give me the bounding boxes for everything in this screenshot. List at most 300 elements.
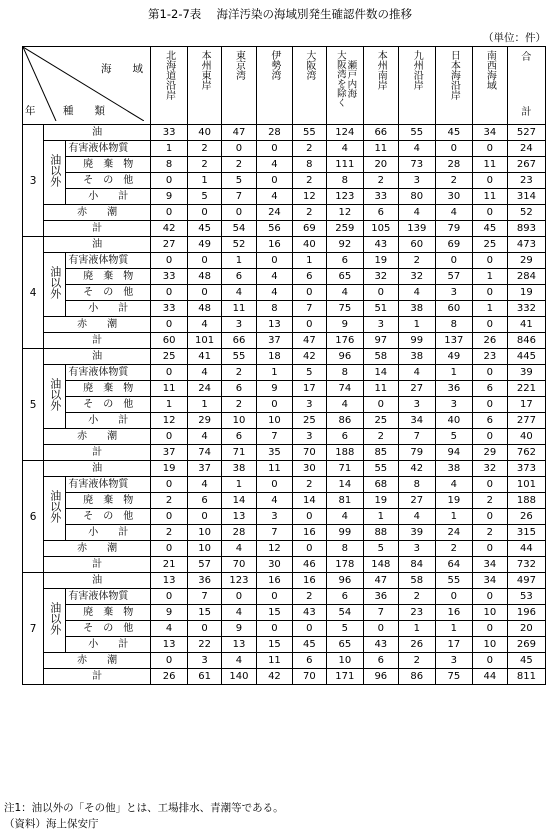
value-cell: 12 bbox=[326, 205, 363, 221]
value-cell: 9 bbox=[151, 605, 188, 621]
value-cell: 4 bbox=[326, 509, 363, 525]
table-row bbox=[23, 557, 546, 573]
kind-label: 種 類 bbox=[63, 105, 105, 117]
row-label-total: 計 bbox=[44, 333, 151, 349]
value-cell: 51 bbox=[363, 301, 398, 317]
total-cell: 45 bbox=[507, 653, 545, 669]
value-cell: 1 bbox=[188, 173, 222, 189]
value-cell: 30 bbox=[256, 557, 292, 573]
column-header-total: 合 計 bbox=[507, 47, 545, 125]
value-cell: 7 bbox=[256, 525, 292, 541]
value-cell: 0 bbox=[472, 429, 507, 445]
value-cell: 46 bbox=[292, 557, 326, 573]
table-row bbox=[23, 589, 546, 605]
value-cell: 12 bbox=[151, 413, 188, 429]
value-cell: 10 bbox=[472, 637, 507, 653]
value-cell: 3 bbox=[435, 397, 472, 413]
value-cell: 0 bbox=[151, 317, 188, 333]
value-cell: 4 bbox=[256, 285, 292, 301]
value-cell: 45 bbox=[292, 637, 326, 653]
row-label-subtotal: 小 計 bbox=[66, 189, 151, 205]
table-row bbox=[23, 317, 546, 333]
value-cell: 0 bbox=[256, 173, 292, 189]
column-header: 九州沿岸 bbox=[398, 47, 435, 125]
value-cell: 33 bbox=[363, 189, 398, 205]
value-cell: 74 bbox=[326, 381, 363, 397]
value-cell: 6 bbox=[222, 429, 257, 445]
value-cell: 37 bbox=[151, 445, 188, 461]
value-cell: 24 bbox=[256, 205, 292, 221]
total-cell: 373 bbox=[507, 461, 545, 477]
value-cell: 11 bbox=[256, 653, 292, 669]
row-label-non-oil: 油以外 bbox=[44, 253, 66, 317]
row-label-red-tide: 赤 潮 bbox=[44, 541, 151, 557]
value-cell: 5 bbox=[435, 429, 472, 445]
value-cell: 12 bbox=[256, 541, 292, 557]
value-cell: 0 bbox=[151, 541, 188, 557]
value-cell: 8 bbox=[256, 301, 292, 317]
value-cell: 13 bbox=[151, 573, 188, 589]
value-cell: 34 bbox=[472, 557, 507, 573]
table-row bbox=[23, 413, 546, 429]
value-cell: 9 bbox=[151, 189, 188, 205]
total-cell: 20 bbox=[507, 621, 545, 637]
value-cell: 0 bbox=[188, 253, 222, 269]
value-cell: 30 bbox=[435, 189, 472, 205]
row-label-oil: 油 bbox=[44, 573, 151, 589]
value-cell: 4 bbox=[435, 477, 472, 493]
total-cell: 445 bbox=[507, 349, 545, 365]
value-cell: 70 bbox=[292, 669, 326, 685]
table-row bbox=[23, 253, 546, 269]
value-cell: 45 bbox=[435, 125, 472, 141]
column-header: 伊勢湾 bbox=[256, 47, 292, 125]
row-label-non-oil: 油以外 bbox=[44, 365, 66, 429]
value-cell: 55 bbox=[435, 573, 472, 589]
value-cell: 55 bbox=[292, 125, 326, 141]
column-header: 日本海沿岸 bbox=[435, 47, 472, 125]
value-cell: 123 bbox=[222, 573, 257, 589]
total-cell: 26 bbox=[507, 509, 545, 525]
total-cell: 473 bbox=[507, 237, 545, 253]
value-cell: 32 bbox=[363, 269, 398, 285]
value-cell: 2 bbox=[363, 429, 398, 445]
table-row bbox=[23, 637, 546, 653]
value-cell: 25 bbox=[472, 237, 507, 253]
table-row bbox=[23, 605, 546, 621]
total-cell: 284 bbox=[507, 269, 545, 285]
table-row bbox=[23, 621, 546, 637]
value-cell: 34 bbox=[398, 413, 435, 429]
value-cell: 148 bbox=[363, 557, 398, 573]
value-cell: 3 bbox=[435, 653, 472, 669]
value-cell: 2 bbox=[292, 173, 326, 189]
value-cell: 10 bbox=[256, 413, 292, 429]
value-cell: 25 bbox=[363, 413, 398, 429]
value-cell: 9 bbox=[256, 381, 292, 397]
value-cell: 47 bbox=[363, 573, 398, 589]
value-cell: 2 bbox=[151, 525, 188, 541]
value-cell: 39 bbox=[398, 525, 435, 541]
total-cell: 24 bbox=[507, 141, 545, 157]
value-cell: 81 bbox=[326, 493, 363, 509]
value-cell: 101 bbox=[188, 333, 222, 349]
value-cell: 8 bbox=[398, 477, 435, 493]
value-cell: 4 bbox=[222, 541, 257, 557]
value-cell: 75 bbox=[326, 301, 363, 317]
row-label-red-tide: 赤 潮 bbox=[44, 429, 151, 445]
value-cell: 4 bbox=[188, 477, 222, 493]
value-cell: 0 bbox=[472, 397, 507, 413]
table-row bbox=[23, 237, 546, 253]
value-cell: 48 bbox=[188, 301, 222, 317]
value-cell: 2 bbox=[292, 477, 326, 493]
row-label-red-tide: 赤 潮 bbox=[44, 653, 151, 669]
value-cell: 23 bbox=[472, 349, 507, 365]
value-cell: 1 bbox=[256, 365, 292, 381]
total-cell: 40 bbox=[507, 429, 545, 445]
value-cell: 2 bbox=[188, 141, 222, 157]
value-cell: 0 bbox=[188, 621, 222, 637]
value-cell: 55 bbox=[222, 349, 257, 365]
row-label-harmful: 有害液体物質 bbox=[66, 253, 151, 269]
value-cell: 61 bbox=[188, 669, 222, 685]
row-label-waste: 廃 棄 物 bbox=[66, 493, 151, 509]
total-cell: 267 bbox=[507, 157, 545, 173]
value-cell: 259 bbox=[326, 221, 363, 237]
table-row bbox=[23, 221, 546, 237]
value-cell: 0 bbox=[151, 205, 188, 221]
value-cell: 45 bbox=[188, 221, 222, 237]
value-cell: 38 bbox=[222, 461, 257, 477]
value-cell: 23 bbox=[398, 605, 435, 621]
footnote: 注1：油以外の「その他」とは、工場排水、青潮等である。 bbox=[4, 802, 284, 814]
value-cell: 0 bbox=[292, 621, 326, 637]
value-cell: 43 bbox=[363, 637, 398, 653]
value-cell: 4 bbox=[326, 397, 363, 413]
value-cell: 111 bbox=[326, 157, 363, 173]
value-cell: 0 bbox=[222, 141, 257, 157]
value-cell: 10 bbox=[222, 413, 257, 429]
value-cell: 47 bbox=[292, 333, 326, 349]
value-cell: 33 bbox=[151, 301, 188, 317]
value-cell: 97 bbox=[363, 333, 398, 349]
value-cell: 2 bbox=[222, 157, 257, 173]
value-cell: 105 bbox=[363, 221, 398, 237]
value-cell: 0 bbox=[472, 653, 507, 669]
value-cell: 137 bbox=[435, 333, 472, 349]
value-cell: 40 bbox=[188, 125, 222, 141]
table-row bbox=[23, 205, 546, 221]
value-cell: 27 bbox=[398, 493, 435, 509]
value-cell: 11 bbox=[472, 189, 507, 205]
table-row bbox=[23, 381, 546, 397]
value-cell: 1 bbox=[435, 621, 472, 637]
row-label-total: 計 bbox=[44, 557, 151, 573]
value-cell: 13 bbox=[151, 637, 188, 653]
value-cell: 65 bbox=[326, 269, 363, 285]
value-cell: 24 bbox=[188, 381, 222, 397]
total-cell: 52 bbox=[507, 205, 545, 221]
value-cell: 85 bbox=[363, 445, 398, 461]
value-cell: 45 bbox=[472, 221, 507, 237]
value-cell: 1 bbox=[472, 269, 507, 285]
value-cell: 0 bbox=[188, 509, 222, 525]
value-cell: 37 bbox=[188, 461, 222, 477]
table-row bbox=[23, 269, 546, 285]
row-label-oil: 油 bbox=[44, 461, 151, 477]
value-cell: 96 bbox=[363, 669, 398, 685]
value-cell: 0 bbox=[363, 621, 398, 637]
value-cell: 0 bbox=[188, 285, 222, 301]
value-cell: 6 bbox=[363, 205, 398, 221]
table-row bbox=[23, 493, 546, 509]
value-cell: 38 bbox=[435, 461, 472, 477]
row-label-waste: 廃 棄 物 bbox=[66, 381, 151, 397]
table-row bbox=[23, 525, 546, 541]
value-cell: 7 bbox=[188, 589, 222, 605]
value-cell: 42 bbox=[151, 221, 188, 237]
value-cell: 80 bbox=[398, 189, 435, 205]
value-cell: 7 bbox=[292, 301, 326, 317]
total-cell: 497 bbox=[507, 573, 545, 589]
value-cell: 0 bbox=[435, 589, 472, 605]
value-cell: 96 bbox=[326, 573, 363, 589]
value-cell: 0 bbox=[222, 589, 257, 605]
row-label-non-oil: 油以外 bbox=[44, 477, 66, 541]
value-cell: 2 bbox=[398, 653, 435, 669]
value-cell: 15 bbox=[188, 605, 222, 621]
total-cell: 762 bbox=[507, 445, 545, 461]
value-cell: 0 bbox=[292, 317, 326, 333]
table-body bbox=[23, 125, 546, 685]
value-cell: 4 bbox=[256, 269, 292, 285]
value-cell: 6 bbox=[363, 653, 398, 669]
table-row bbox=[23, 509, 546, 525]
row-label-harmful: 有害液体物質 bbox=[66, 365, 151, 381]
row-label-oil: 油 bbox=[44, 125, 151, 141]
value-cell: 35 bbox=[256, 445, 292, 461]
value-cell: 4 bbox=[256, 189, 292, 205]
value-cell: 6 bbox=[326, 429, 363, 445]
value-cell: 57 bbox=[188, 557, 222, 573]
value-cell: 68 bbox=[363, 477, 398, 493]
value-cell: 14 bbox=[222, 493, 257, 509]
row-label-other: そ の 他 bbox=[66, 397, 151, 413]
value-cell: 69 bbox=[435, 237, 472, 253]
total-cell: 893 bbox=[507, 221, 545, 237]
value-cell: 0 bbox=[435, 253, 472, 269]
total-cell: 44 bbox=[507, 541, 545, 557]
value-cell: 4 bbox=[398, 509, 435, 525]
value-cell: 2 bbox=[222, 365, 257, 381]
value-cell: 14 bbox=[326, 477, 363, 493]
value-cell: 0 bbox=[472, 365, 507, 381]
value-cell: 6 bbox=[472, 381, 507, 397]
value-cell: 64 bbox=[435, 557, 472, 573]
value-cell: 54 bbox=[326, 605, 363, 621]
year-cell: 7 bbox=[23, 573, 44, 685]
value-cell: 0 bbox=[256, 141, 292, 157]
total-cell: 188 bbox=[507, 493, 545, 509]
value-cell: 13 bbox=[222, 637, 257, 653]
value-cell: 71 bbox=[326, 461, 363, 477]
value-cell: 1 bbox=[435, 509, 472, 525]
value-cell: 4 bbox=[256, 493, 292, 509]
value-cell: 11 bbox=[472, 157, 507, 173]
value-cell: 27 bbox=[398, 381, 435, 397]
value-cell: 2 bbox=[472, 525, 507, 541]
value-cell: 29 bbox=[188, 413, 222, 429]
row-label-subtotal: 小 計 bbox=[66, 413, 151, 429]
value-cell: 8 bbox=[292, 157, 326, 173]
value-cell: 8 bbox=[326, 173, 363, 189]
value-cell: 5 bbox=[188, 189, 222, 205]
value-cell: 3 bbox=[398, 397, 435, 413]
value-cell: 70 bbox=[222, 557, 257, 573]
year-label: 年 bbox=[25, 105, 36, 117]
table-row bbox=[23, 285, 546, 301]
value-cell: 8 bbox=[326, 365, 363, 381]
value-cell: 55 bbox=[398, 125, 435, 141]
value-cell: 14 bbox=[363, 365, 398, 381]
row-label-waste: 廃 棄 物 bbox=[66, 157, 151, 173]
total-cell: 277 bbox=[507, 413, 545, 429]
value-cell: 75 bbox=[435, 669, 472, 685]
value-cell: 0 bbox=[472, 589, 507, 605]
value-cell: 28 bbox=[256, 125, 292, 141]
value-cell: 123 bbox=[326, 189, 363, 205]
value-cell: 10 bbox=[188, 525, 222, 541]
value-cell: 0 bbox=[256, 589, 292, 605]
column-header: 本州南岸 bbox=[363, 47, 398, 125]
total-cell: 19 bbox=[507, 285, 545, 301]
value-cell: 16 bbox=[435, 605, 472, 621]
total-cell: 101 bbox=[507, 477, 545, 493]
value-cell: 7 bbox=[363, 605, 398, 621]
value-cell: 0 bbox=[256, 621, 292, 637]
column-header: 本州東岸 bbox=[188, 47, 222, 125]
value-cell: 47 bbox=[222, 125, 257, 141]
value-cell: 0 bbox=[151, 589, 188, 605]
value-cell: 57 bbox=[435, 269, 472, 285]
value-cell: 37 bbox=[256, 333, 292, 349]
total-cell: 314 bbox=[507, 189, 545, 205]
value-cell: 7 bbox=[398, 429, 435, 445]
value-cell: 38 bbox=[398, 301, 435, 317]
value-cell: 32 bbox=[398, 269, 435, 285]
column-header: 南西海域 bbox=[472, 47, 507, 125]
table-row bbox=[23, 173, 546, 189]
value-cell: 2 bbox=[398, 253, 435, 269]
value-cell: 2 bbox=[151, 493, 188, 509]
value-cell: 79 bbox=[398, 445, 435, 461]
value-cell: 69 bbox=[292, 221, 326, 237]
value-cell: 0 bbox=[472, 509, 507, 525]
value-cell: 1 bbox=[472, 301, 507, 317]
value-cell: 6 bbox=[292, 269, 326, 285]
value-cell: 4 bbox=[188, 429, 222, 445]
value-cell: 0 bbox=[292, 285, 326, 301]
value-cell: 11 bbox=[363, 141, 398, 157]
value-cell: 0 bbox=[222, 205, 257, 221]
value-cell: 0 bbox=[256, 397, 292, 413]
value-cell: 9 bbox=[222, 621, 257, 637]
value-cell: 1 bbox=[398, 317, 435, 333]
value-cell: 33 bbox=[151, 269, 188, 285]
value-cell: 26 bbox=[151, 669, 188, 685]
value-cell: 2 bbox=[292, 205, 326, 221]
value-cell: 54 bbox=[222, 221, 257, 237]
value-cell: 0 bbox=[363, 285, 398, 301]
value-cell: 56 bbox=[256, 221, 292, 237]
value-cell: 70 bbox=[292, 445, 326, 461]
value-cell: 0 bbox=[472, 253, 507, 269]
row-label-harmful: 有害液体物質 bbox=[66, 477, 151, 493]
value-cell: 36 bbox=[435, 381, 472, 397]
value-cell: 60 bbox=[435, 301, 472, 317]
value-cell: 6 bbox=[222, 381, 257, 397]
value-cell: 19 bbox=[363, 493, 398, 509]
value-cell: 42 bbox=[292, 349, 326, 365]
total-cell: 39 bbox=[507, 365, 545, 381]
value-cell: 0 bbox=[151, 365, 188, 381]
table-row bbox=[23, 349, 546, 365]
value-cell: 4 bbox=[435, 205, 472, 221]
value-cell: 4 bbox=[398, 365, 435, 381]
value-cell: 2 bbox=[435, 173, 472, 189]
value-cell: 33 bbox=[151, 125, 188, 141]
row-label-harmful: 有害液体物質 bbox=[66, 141, 151, 157]
value-cell: 18 bbox=[256, 349, 292, 365]
value-cell: 188 bbox=[326, 445, 363, 461]
total-cell: 269 bbox=[507, 637, 545, 653]
table-row bbox=[23, 669, 546, 685]
value-cell: 79 bbox=[435, 221, 472, 237]
value-cell: 1 bbox=[363, 509, 398, 525]
value-cell: 0 bbox=[363, 397, 398, 413]
total-cell: 29 bbox=[507, 253, 545, 269]
value-cell: 3 bbox=[435, 285, 472, 301]
value-cell: 43 bbox=[292, 605, 326, 621]
value-cell: 6 bbox=[472, 413, 507, 429]
total-cell: 732 bbox=[507, 557, 545, 573]
value-cell: 1 bbox=[222, 253, 257, 269]
table-row bbox=[23, 141, 546, 157]
value-cell: 124 bbox=[326, 125, 363, 141]
header-corner bbox=[23, 47, 151, 125]
value-cell: 60 bbox=[398, 237, 435, 253]
value-cell: 48 bbox=[188, 269, 222, 285]
value-cell: 4 bbox=[256, 157, 292, 173]
value-cell: 5 bbox=[222, 173, 257, 189]
value-cell: 4 bbox=[326, 285, 363, 301]
table-row bbox=[23, 461, 546, 477]
value-cell: 26 bbox=[398, 637, 435, 653]
value-cell: 0 bbox=[472, 621, 507, 637]
row-label-other: そ の 他 bbox=[66, 285, 151, 301]
value-cell: 36 bbox=[188, 573, 222, 589]
value-cell: 27 bbox=[151, 237, 188, 253]
sea-area-label: 海 域 bbox=[101, 63, 143, 75]
value-cell: 88 bbox=[363, 525, 398, 541]
value-cell: 1 bbox=[398, 621, 435, 637]
value-cell: 0 bbox=[472, 541, 507, 557]
total-cell: 332 bbox=[507, 301, 545, 317]
value-cell: 6 bbox=[326, 253, 363, 269]
value-cell: 41 bbox=[188, 349, 222, 365]
table-row bbox=[23, 125, 546, 141]
